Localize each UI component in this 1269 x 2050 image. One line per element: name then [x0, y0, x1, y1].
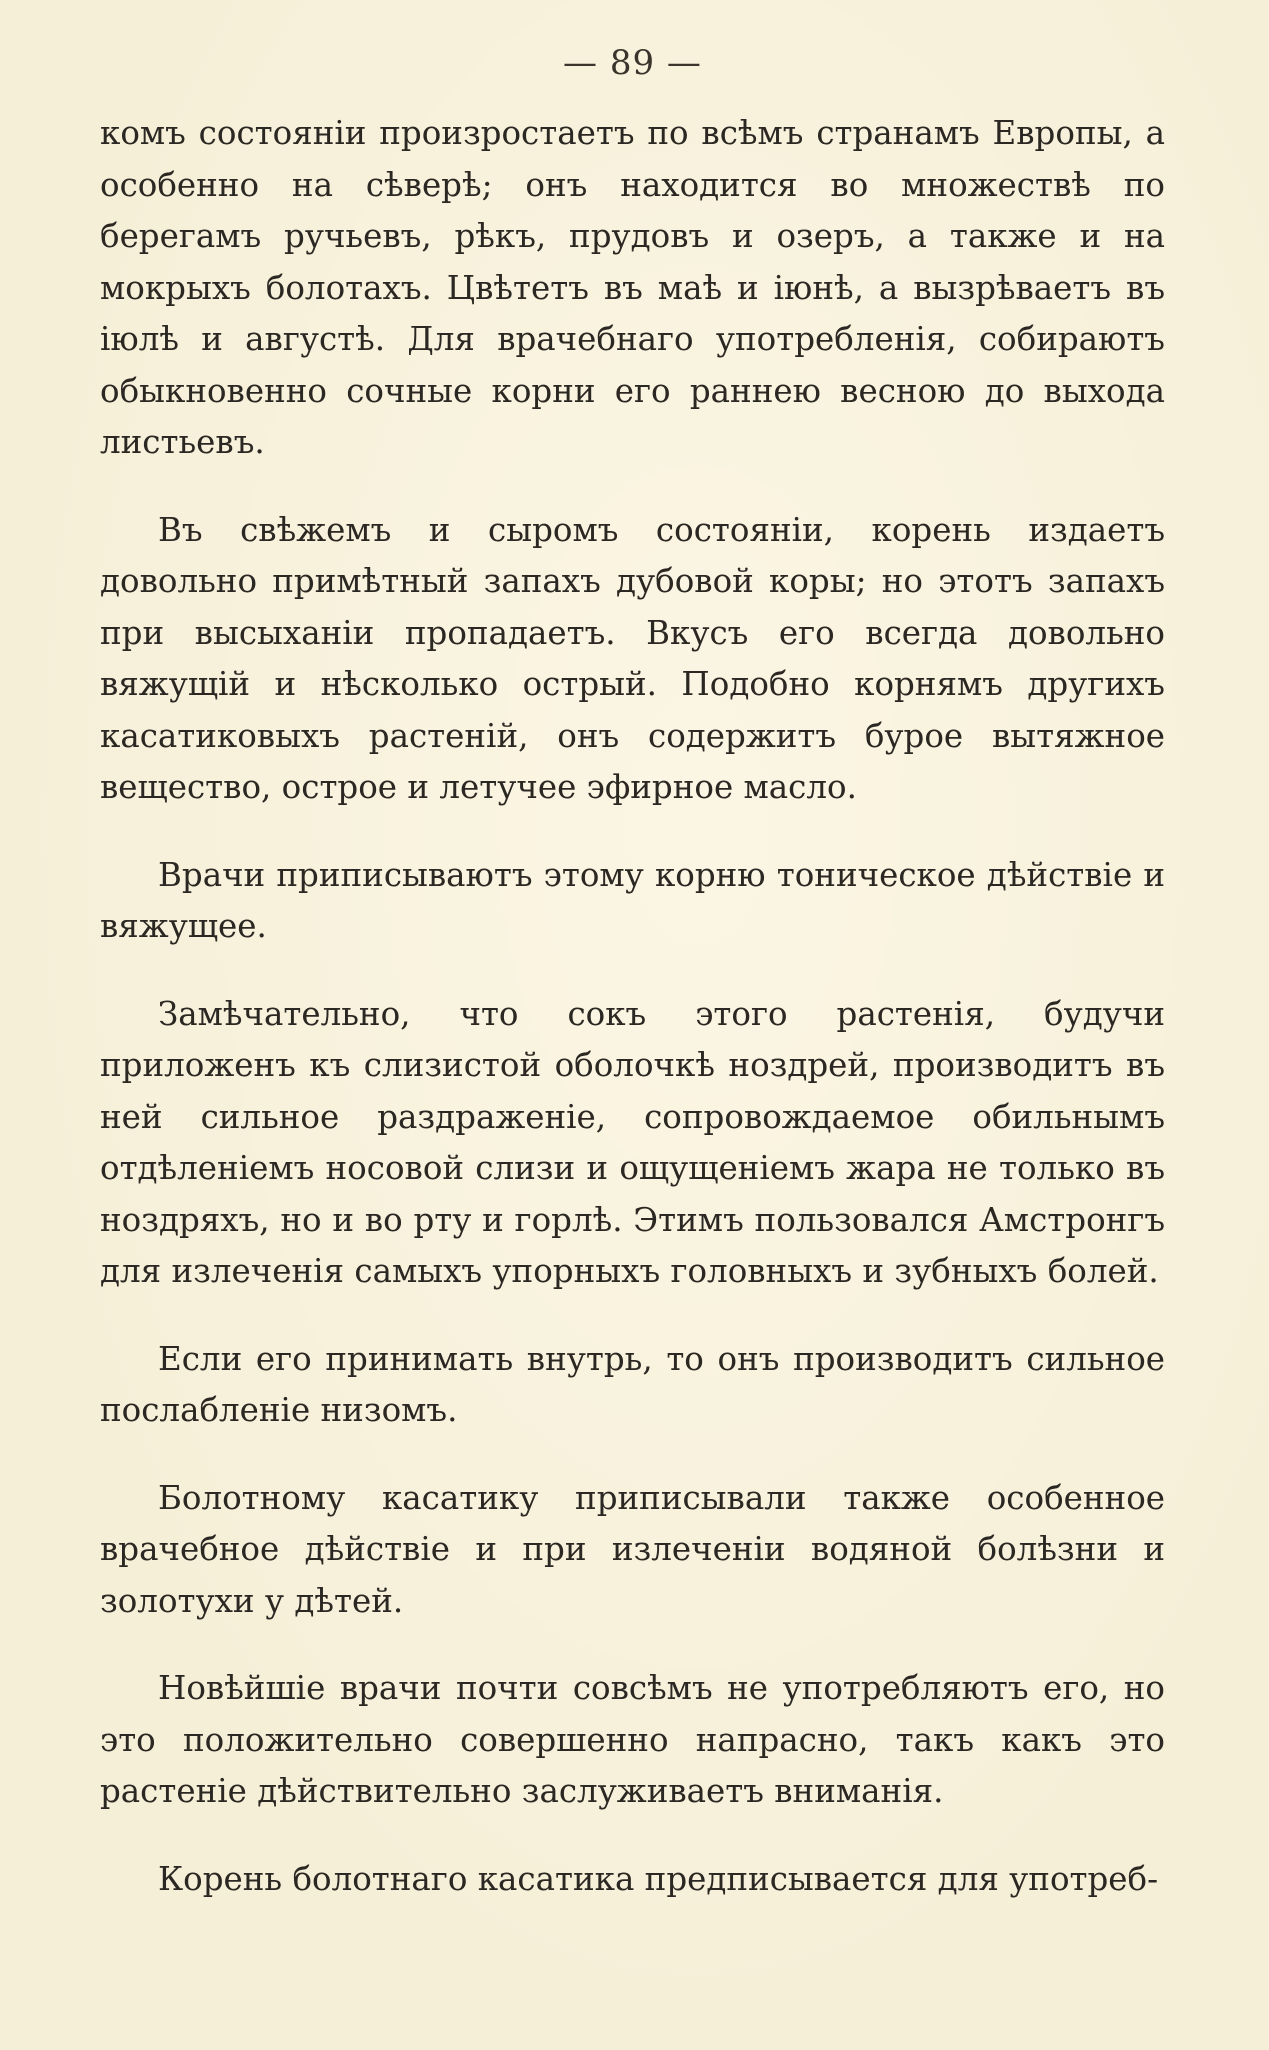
paragraph-root-smell: Въ свѣжемъ и сыромъ состоянiи, корень издаетъ довольно примѣтный запахъ дубовой коры; но этотъ запахъ при высыханiи пропадаетъ. Вкусъ его всегда довольно вяжущiй и нѣсколько острый. Подобно корнямъ другихъ касатиковыхъ растенiй, онъ содержитъ бурое вытяжное вещество, острое и летучее эфирное масло. [100, 510, 1165, 806]
paragraph-prescription: Корень болотнаго касатика предписывается для употреб- [158, 1859, 1159, 1898]
paragraph-tonic-action: Врачи приписываютъ этому корню тоническое дѣйствiе и вяжущее. [100, 855, 1165, 945]
paragraph-modern-doctors: Новѣйшiе врачи почти совсѣмъ не употребляютъ его, но это положительно совершенно напрасно, такъ какъ это растенiе дѣйствительно заслуживаетъ вниманiя. [100, 1669, 1165, 1810]
paragraph-continuation: комъ состоянiи произростаетъ по всѣмъ странамъ Европы, а особенно на сѣверѣ; онъ находится во множествѣ по берегамъ ручьевъ, рѣкъ, прудовъ и озеръ, а также и на мокрыхъ болотахъ. Цвѣтетъ въ маѣ и iюнѣ, а вызрѣваетъ въ iюлѣ и августѣ. Для врачебнаго употребленiя, собираютъ обыкновенно сочные корни его раннею весною до выхода листьевъ. [100, 114, 1165, 461]
paragraph-internal-use: Если его принимать внутрь, то онъ производитъ сильное послабленiе низомъ. [100, 1339, 1165, 1429]
paragraph-juice-irritation: Замѣчательно, что сокъ этого растенiя, будучи приложенъ къ слизистой оболочкѣ ноздрей, производитъ въ ней сильное раздраженiе, сопровождаемое обильнымъ отдѣленiемъ носовой слизи и ощущенiемъ жара не только въ ноздряхъ, но и во рту и горлѣ. Этимъ пользовался Амстронгъ для излеченiя самыхъ упорныхъ головныхъ и зубныхъ болей. [100, 994, 1165, 1290]
paragraph-dropsy: Болотному касатику приписывали также особенное врачебное дѣйствiе и при излеченiи водяной болѣзни и золотухи у дѣтей. [100, 1478, 1165, 1620]
page-number: — 89 — [563, 43, 702, 83]
